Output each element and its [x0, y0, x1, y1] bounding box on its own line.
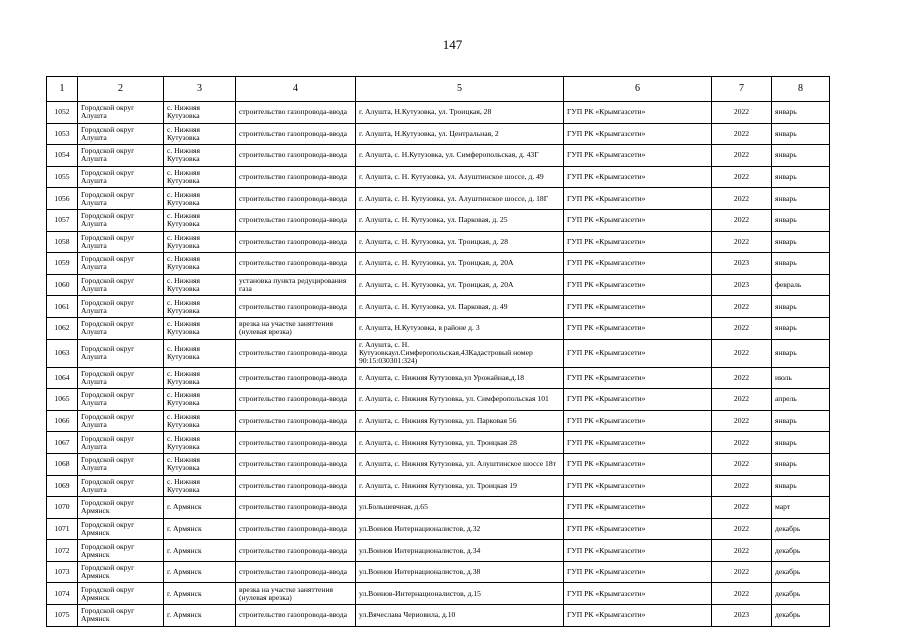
row-number-cell: 1075: [47, 605, 78, 627]
year-cell: 2022: [712, 296, 772, 318]
work-type-cell: строительство газопровода-ввода: [236, 389, 356, 411]
address-cell: г. Алушта, с. Н. Кутузовка, ул. Парковая, д. 49: [356, 296, 564, 318]
work-type-cell: строительство газопровода-ввода: [236, 453, 356, 475]
table-row: [47, 583, 830, 605]
month-cell: февраль: [772, 274, 830, 296]
table-row: [47, 605, 830, 627]
municipality-cell: Городской округ Алушта: [78, 317, 164, 339]
settlement-cell: с. Нижняя Кутузовка: [164, 432, 236, 454]
municipality-cell: Городской округ Алушта: [78, 389, 164, 411]
table-body: [47, 77, 830, 627]
month-cell: январь: [772, 231, 830, 253]
month-cell: январь: [772, 296, 830, 318]
year-cell: 2022: [712, 583, 772, 605]
header-cell: 7: [712, 77, 772, 102]
organization-cell: ГУП РК «Крымгазсети»: [564, 317, 712, 339]
municipality-cell: Городской округ Армянск: [78, 497, 164, 519]
year-cell: 2023: [712, 253, 772, 275]
row-number-cell: 1073: [47, 561, 78, 583]
address-cell: г. Алушта, с. Н. Кутузовка, ул. Троицкая, д. 20А: [356, 253, 564, 275]
month-cell: январь: [772, 123, 830, 145]
address-cell: г. Алушта, с. Н. Кутузовкаул.Симферопольская,43Кадастровый номер 90:15:030301:324): [356, 339, 564, 367]
municipality-cell: Городской округ Армянск: [78, 561, 164, 583]
month-cell: январь: [772, 339, 830, 367]
header-cell: 4: [236, 77, 356, 102]
organization-cell: ГУП РК «Крымгазсети»: [564, 274, 712, 296]
row-number-cell: 1066: [47, 410, 78, 432]
municipality-cell: Городской округ Алушта: [78, 339, 164, 367]
organization-cell: ГУП РК «Крымгазсети»: [564, 432, 712, 454]
work-type-cell: строительство газопровода-ввода: [236, 540, 356, 562]
year-cell: 2022: [712, 209, 772, 231]
address-cell: г. Алушта, с. Н. Кутузовка, ул. Парковая, д. 25: [356, 209, 564, 231]
row-number-cell: 1055: [47, 166, 78, 188]
work-type-cell: установка пункта редуцирования газа: [236, 274, 356, 296]
table-row: [47, 123, 830, 145]
work-type-cell: строительство газопровода-ввода: [236, 102, 356, 124]
work-type-cell: строительство газопровода-ввода: [236, 410, 356, 432]
row-number-cell: 1074: [47, 583, 78, 605]
municipality-cell: Городской округ Армянск: [78, 540, 164, 562]
settlement-cell: г. Армянск: [164, 518, 236, 540]
work-type-cell: строительство газопровода-ввода: [236, 253, 356, 275]
address-cell: ул.Воинов Интернационалистов, д.32: [356, 518, 564, 540]
year-cell: 2022: [712, 410, 772, 432]
municipality-cell: Городской округ Алушта: [78, 367, 164, 389]
work-type-cell: строительство газопровода-ввода: [236, 145, 356, 167]
municipality-cell: Городской округ Алушта: [78, 145, 164, 167]
year-cell: 2022: [712, 231, 772, 253]
gas-works-table: [46, 76, 830, 627]
address-cell: ул.Вячеслава Чериовила, д.10: [356, 605, 564, 627]
month-cell: апрель: [772, 389, 830, 411]
settlement-cell: г. Армянск: [164, 497, 236, 519]
organization-cell: ГУП РК «Крымгазсети»: [564, 209, 712, 231]
address-cell: г. Алушта, с. Н. Кутузовка, ул. Алуштинское шоссе, д. 18Г: [356, 188, 564, 210]
year-cell: 2022: [712, 317, 772, 339]
organization-cell: ГУП РК «Крымгазсети»: [564, 102, 712, 124]
work-type-cell: строительство газопровода-ввода: [236, 123, 356, 145]
table-header-row: [47, 77, 830, 102]
work-type-cell: строительство газопровода-ввода: [236, 296, 356, 318]
work-type-cell: строительство газопровода-ввода: [236, 188, 356, 210]
organization-cell: ГУП РК «Крымгазсети»: [564, 540, 712, 562]
municipality-cell: Городской округ Алушта: [78, 253, 164, 275]
year-cell: 2022: [712, 188, 772, 210]
organization-cell: ГУП РК «Крымгазсети»: [564, 231, 712, 253]
organization-cell: ГУП РК «Крымгазсети»: [564, 518, 712, 540]
settlement-cell: с. Нижняя Кутузовка: [164, 253, 236, 275]
work-type-cell: врезка на участке заняттения (нулевая врезка): [236, 583, 356, 605]
work-type-cell: строительство газопровода-ввода: [236, 561, 356, 583]
year-cell: 2022: [712, 497, 772, 519]
work-type-cell: строительство газопровода-ввода: [236, 497, 356, 519]
row-number-cell: 1061: [47, 296, 78, 318]
year-cell: 2022: [712, 339, 772, 367]
month-cell: декабрь: [772, 583, 830, 605]
organization-cell: ГУП РК «Крымгазсети»: [564, 253, 712, 275]
address-cell: г. Алушта, с. Нижняя Кутузовка, ул. Парковая 56: [356, 410, 564, 432]
municipality-cell: Городской округ Армянск: [78, 583, 164, 605]
header-cell: 2: [78, 77, 164, 102]
year-cell: 2022: [712, 518, 772, 540]
settlement-cell: с. Нижняя Кутузовка: [164, 274, 236, 296]
header-cell: 3: [164, 77, 236, 102]
settlement-cell: с. Нижняя Кутузовка: [164, 389, 236, 411]
municipality-cell: Городской округ Алушта: [78, 166, 164, 188]
work-type-cell: строительство газопровода-ввода: [236, 518, 356, 540]
year-cell: 2022: [712, 540, 772, 562]
settlement-cell: с. Нижняя Кутузовка: [164, 209, 236, 231]
municipality-cell: Городской округ Алушта: [78, 296, 164, 318]
municipality-cell: Городской округ Алушта: [78, 102, 164, 124]
row-number-cell: 1063: [47, 339, 78, 367]
year-cell: 2022: [712, 453, 772, 475]
organization-cell: ГУП РК «Крымгазсети»: [564, 389, 712, 411]
organization-cell: ГУП РК «Крымгазсети»: [564, 583, 712, 605]
settlement-cell: с. Нижняя Кутузовка: [164, 296, 236, 318]
table-row: [47, 475, 830, 497]
address-cell: г. Алушта, с. Нижняя Кутузовка, ул. Троицкая 19: [356, 475, 564, 497]
row-number-cell: 1069: [47, 475, 78, 497]
settlement-cell: с. Нижняя Кутузовка: [164, 102, 236, 124]
address-cell: г. Алушта, с. Нижняя Кутузовка,ул Урожайная,д.18: [356, 367, 564, 389]
organization-cell: ГУП РК «Крымгазсети»: [564, 410, 712, 432]
settlement-cell: с. Нижняя Кутузовка: [164, 188, 236, 210]
organization-cell: ГУП РК «Крымгазсети»: [564, 188, 712, 210]
row-number-cell: 1052: [47, 102, 78, 124]
address-cell: г. Алушта, Н.Кутузовка, ул. Троицкая, 28: [356, 102, 564, 124]
settlement-cell: г. Армянск: [164, 605, 236, 627]
year-cell: 2022: [712, 145, 772, 167]
organization-cell: ГУП РК «Крымгазсети»: [564, 561, 712, 583]
month-cell: январь: [772, 145, 830, 167]
organization-cell: ГУП РК «Крымгазсети»: [564, 123, 712, 145]
month-cell: январь: [772, 102, 830, 124]
month-cell: январь: [772, 475, 830, 497]
month-cell: январь: [772, 209, 830, 231]
municipality-cell: Городской округ Алушта: [78, 475, 164, 497]
organization-cell: ГУП РК «Крымгазсети»: [564, 475, 712, 497]
table-row: [47, 367, 830, 389]
table-row: [47, 166, 830, 188]
work-type-cell: врезка на участке заняттения (нулевая врезка): [236, 317, 356, 339]
row-number-cell: 1068: [47, 453, 78, 475]
address-cell: г. Алушта, с. Н. Кутузовка, ул. Троицкая, д. 28: [356, 231, 564, 253]
organization-cell: ГУП РК «Крымгазсети»: [564, 605, 712, 627]
row-number-cell: 1057: [47, 209, 78, 231]
row-number-cell: 1054: [47, 145, 78, 167]
work-type-cell: строительство газопровода-ввода: [236, 339, 356, 367]
row-number-cell: 1059: [47, 253, 78, 275]
table-row: [47, 274, 830, 296]
month-cell: январь: [772, 453, 830, 475]
address-cell: г. Алушта, с. Н. Кутузовка, ул. Алуштинское шоссе, д. 49: [356, 166, 564, 188]
row-number-cell: 1053: [47, 123, 78, 145]
settlement-cell: с. Нижняя Кутузовка: [164, 367, 236, 389]
year-cell: 2022: [712, 367, 772, 389]
municipality-cell: Городской округ Алушта: [78, 209, 164, 231]
work-type-cell: строительство газопровода-ввода: [236, 605, 356, 627]
month-cell: январь: [772, 410, 830, 432]
address-cell: г. Алушта, с. Нижняя Кутузовка, ул. Симферопольская 101: [356, 389, 564, 411]
settlement-cell: с. Нижняя Кутузовка: [164, 317, 236, 339]
municipality-cell: Городской округ Алушта: [78, 453, 164, 475]
address-cell: ул.Воинов Интернационалистов, д.34: [356, 540, 564, 562]
settlement-cell: с. Нижняя Кутузовка: [164, 145, 236, 167]
month-cell: июль: [772, 367, 830, 389]
table-row: [47, 389, 830, 411]
year-cell: 2022: [712, 166, 772, 188]
organization-cell: ГУП РК «Крымгазсети»: [564, 166, 712, 188]
year-cell: 2022: [712, 389, 772, 411]
row-number-cell: 1070: [47, 497, 78, 519]
organization-cell: ГУП РК «Крымгазсети»: [564, 497, 712, 519]
municipality-cell: Городской округ Армянск: [78, 605, 164, 627]
settlement-cell: с. Нижняя Кутузовка: [164, 475, 236, 497]
year-cell: 2022: [712, 123, 772, 145]
table-row: [47, 497, 830, 519]
work-type-cell: строительство газопровода-ввода: [236, 432, 356, 454]
municipality-cell: Городской округ Алушта: [78, 432, 164, 454]
table-row: [47, 540, 830, 562]
address-cell: ул.Большевчная, д.65: [356, 497, 564, 519]
page-number: 147: [442, 37, 463, 52]
address-cell: ул.Воинов-Интернационалистов, д.15: [356, 583, 564, 605]
table-row: [47, 188, 830, 210]
table-row: [47, 561, 830, 583]
month-cell: декабрь: [772, 561, 830, 583]
settlement-cell: г. Армянск: [164, 583, 236, 605]
address-cell: г. Алушта, с. Нижняя Кутузовка, ул. Троицкая 28: [356, 432, 564, 454]
organization-cell: ГУП РК «Крымгазсети»: [564, 145, 712, 167]
municipality-cell: Городской округ Армянск: [78, 518, 164, 540]
row-number-cell: 1065: [47, 389, 78, 411]
municipality-cell: Городской округ Алушта: [78, 410, 164, 432]
table-row: [47, 432, 830, 454]
organization-cell: ГУП РК «Крымгазсети»: [564, 296, 712, 318]
settlement-cell: с. Нижняя Кутузовка: [164, 453, 236, 475]
work-type-cell: строительство газопровода-ввода: [236, 166, 356, 188]
municipality-cell: Городской округ Алушта: [78, 231, 164, 253]
header-cell: 5: [356, 77, 564, 102]
address-cell: г. Алушта, Н.Кутузовка, ул. Центральная, 2: [356, 123, 564, 145]
address-cell: г. Алушта, с. Нижняя Кутузовка, ул. Алуштинское шоссе 18т: [356, 453, 564, 475]
municipality-cell: Городской округ Алушта: [78, 123, 164, 145]
settlement-cell: с. Нижняя Кутузовка: [164, 166, 236, 188]
row-number-cell: 1056: [47, 188, 78, 210]
month-cell: январь: [772, 317, 830, 339]
table-row: [47, 231, 830, 253]
table-row: [47, 253, 830, 275]
year-cell: 2022: [712, 432, 772, 454]
month-cell: декабрь: [772, 605, 830, 627]
month-cell: декабрь: [772, 540, 830, 562]
month-cell: январь: [772, 188, 830, 210]
year-cell: 2022: [712, 561, 772, 583]
table-row: [47, 209, 830, 231]
row-number-cell: 1072: [47, 540, 78, 562]
settlement-cell: с. Нижняя Кутузовка: [164, 410, 236, 432]
organization-cell: ГУП РК «Крымгазсети»: [564, 453, 712, 475]
settlement-cell: г. Армянск: [164, 561, 236, 583]
municipality-cell: Городской округ Алушта: [78, 274, 164, 296]
row-number-cell: 1067: [47, 432, 78, 454]
table-row: [47, 145, 830, 167]
settlement-cell: г. Армянск: [164, 540, 236, 562]
row-number-cell: 1064: [47, 367, 78, 389]
year-cell: 2022: [712, 102, 772, 124]
work-type-cell: строительство газопровода-ввода: [236, 209, 356, 231]
table-row: [47, 296, 830, 318]
table-row: [47, 453, 830, 475]
address-cell: г. Алушта, Н.Кутузовка, в районе д. 3: [356, 317, 564, 339]
row-number-cell: 1062: [47, 317, 78, 339]
settlement-cell: с. Нижняя Кутузовка: [164, 339, 236, 367]
header-cell: 1: [47, 77, 78, 102]
row-number-cell: 1058: [47, 231, 78, 253]
address-cell: г. Алушта, с. Н. Кутузовка, ул. Троицкая, д. 20А: [356, 274, 564, 296]
header-cell: 8: [772, 77, 830, 102]
month-cell: декабрь: [772, 518, 830, 540]
year-cell: 2023: [712, 605, 772, 627]
month-cell: январь: [772, 432, 830, 454]
work-type-cell: строительство газопровода-ввода: [236, 231, 356, 253]
organization-cell: ГУП РК «Крымгазсети»: [564, 339, 712, 367]
month-cell: январь: [772, 253, 830, 275]
work-type-cell: строительство газопровода-ввода: [236, 475, 356, 497]
row-number-cell: 1060: [47, 274, 78, 296]
settlement-cell: с. Нижняя Кутузовка: [164, 231, 236, 253]
year-cell: 2022: [712, 475, 772, 497]
header-cell: 6: [564, 77, 712, 102]
address-cell: г. Алушта, с. Н.Кутузовка, ул. Симферопольская, д. 43Г: [356, 145, 564, 167]
table-row: [47, 102, 830, 124]
municipality-cell: Городской округ Алушта: [78, 188, 164, 210]
month-cell: январь: [772, 166, 830, 188]
row-number-cell: 1071: [47, 518, 78, 540]
year-cell: 2023: [712, 274, 772, 296]
address-cell: ул.Воинов Интернационалистов, д.38: [356, 561, 564, 583]
table-row: [47, 518, 830, 540]
work-type-cell: строительство газопровода-ввода: [236, 367, 356, 389]
month-cell: март: [772, 497, 830, 519]
table-row: [47, 339, 830, 367]
table-row: [47, 317, 830, 339]
settlement-cell: с. Нижняя Кутузовка: [164, 123, 236, 145]
table-row: [47, 410, 830, 432]
organization-cell: ГУП РК «Крымгазсети»: [564, 367, 712, 389]
